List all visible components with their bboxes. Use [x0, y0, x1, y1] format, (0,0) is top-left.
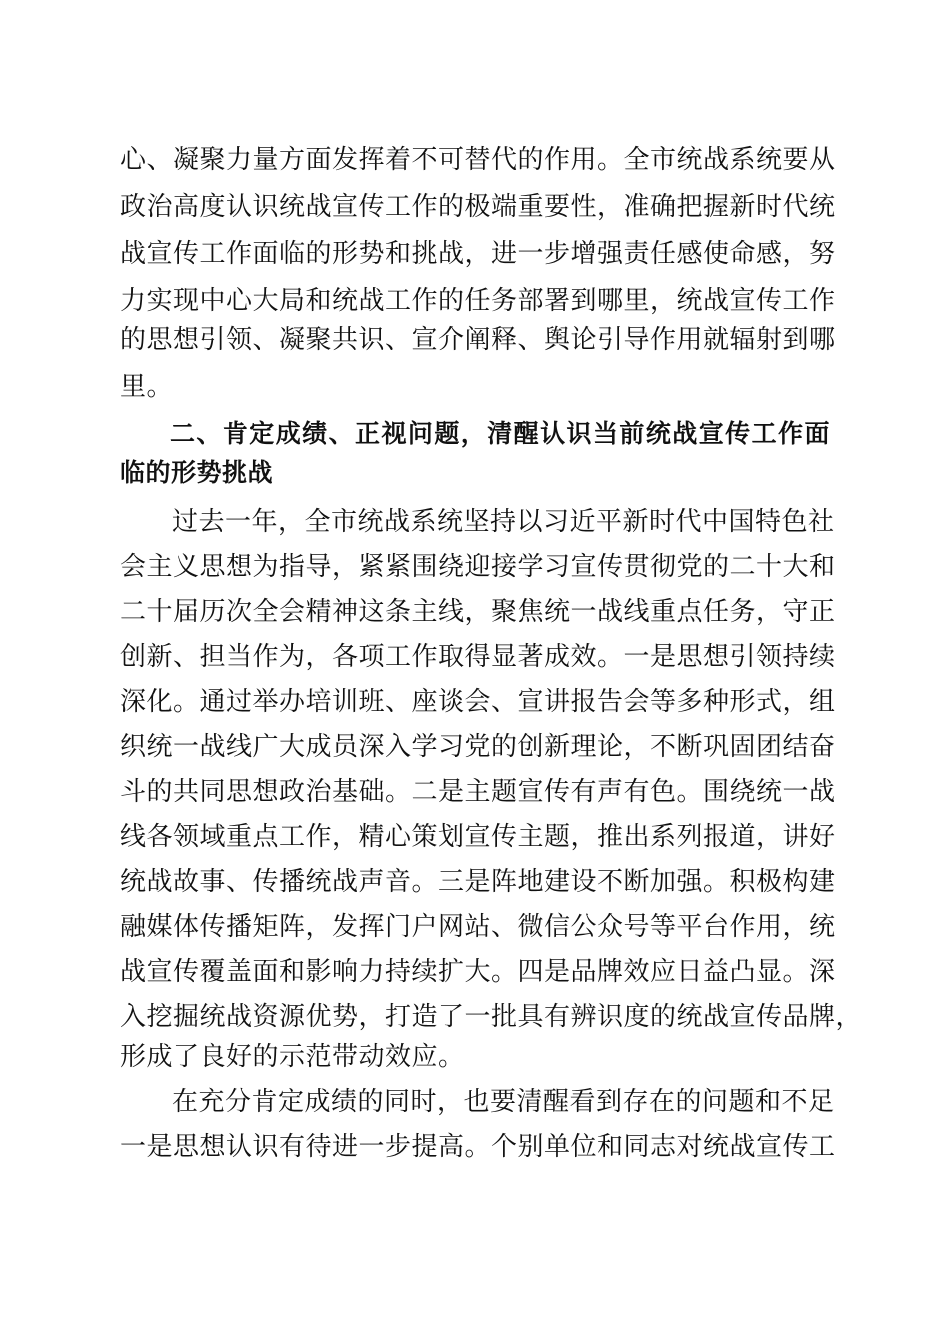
body-text-line: 融媒体传播矩阵，发挥门户网站、微信公众号等平台作用，统 — [120, 912, 836, 942]
body-text-line: 统战故事、传播统战声音。三是阵地建设不断加强。积极构建 — [120, 867, 836, 897]
body-text-line: 入挖掘统战资源优势，打造了一批具有辨识度的统战宣传品牌， — [120, 1002, 863, 1032]
body-text-line: 的思想引领、凝聚共识、宣介阐释、舆论引导作用就辐射到哪 — [120, 325, 836, 355]
body-text-line: 政治高度认识统战宣传工作的极端重要性，准确把握新时代统 — [120, 192, 836, 222]
body-text-line: 线各领域重点工作，精心策划宣传主题，推出系列报道，讲好 — [120, 822, 836, 852]
body-text-line: 一是思想认识有待进一步提高。个别单位和同志对统战宣传工 — [120, 1132, 836, 1162]
paragraph-first-line: 过去一年，全市统战系统坚持以习近平新时代中国特色社 — [172, 507, 835, 537]
body-text-line: 里。 — [120, 372, 174, 402]
section-heading: 二、肯定成绩、正视问题，清醒认识当前统战宣传工作面 — [170, 419, 830, 448]
section-heading-continued: 临的形势挑战 — [120, 458, 274, 487]
body-text-line: 战宣传覆盖面和影响力持续扩大。四是品牌效应日益凸显。深 — [120, 957, 836, 987]
body-text-line: 心、凝聚力量方面发挥着不可替代的作用。全市统战系统要从 — [120, 145, 836, 175]
body-text-line: 二十届历次全会精神这条主线，聚焦统一战线重点任务，守正 — [120, 597, 836, 627]
body-text-line: 会主义思想为指导，紧紧围绕迎接学习宣传贯彻党的二十大和 — [120, 552, 836, 582]
paragraph-first-line: 在充分肯定成绩的同时，也要清醒看到存在的问题和不足 — [172, 1087, 835, 1117]
body-text-line: 创新、担当作为，各项工作取得显著成效。一是思想引领持续 — [120, 642, 836, 672]
body-text-line: 深化。通过举办培训班、座谈会、宣讲报告会等多种形式，组 — [120, 687, 836, 717]
body-text-line: 力实现中心大局和统战工作的任务部署到哪里，统战宣传工作 — [120, 286, 836, 316]
body-text-line: 织统一战线广大成员深入学习党的创新理论，不断巩固团结奋 — [120, 732, 836, 762]
body-text-line: 形成了良好的示范带动效应。 — [120, 1042, 465, 1072]
body-text-line: 战宣传工作面临的形势和挑战，进一步增强责任感使命感，努 — [120, 239, 836, 269]
body-text-line: 斗的共同思想政治基础。二是主题宣传有声有色。围绕统一战 — [120, 777, 836, 807]
